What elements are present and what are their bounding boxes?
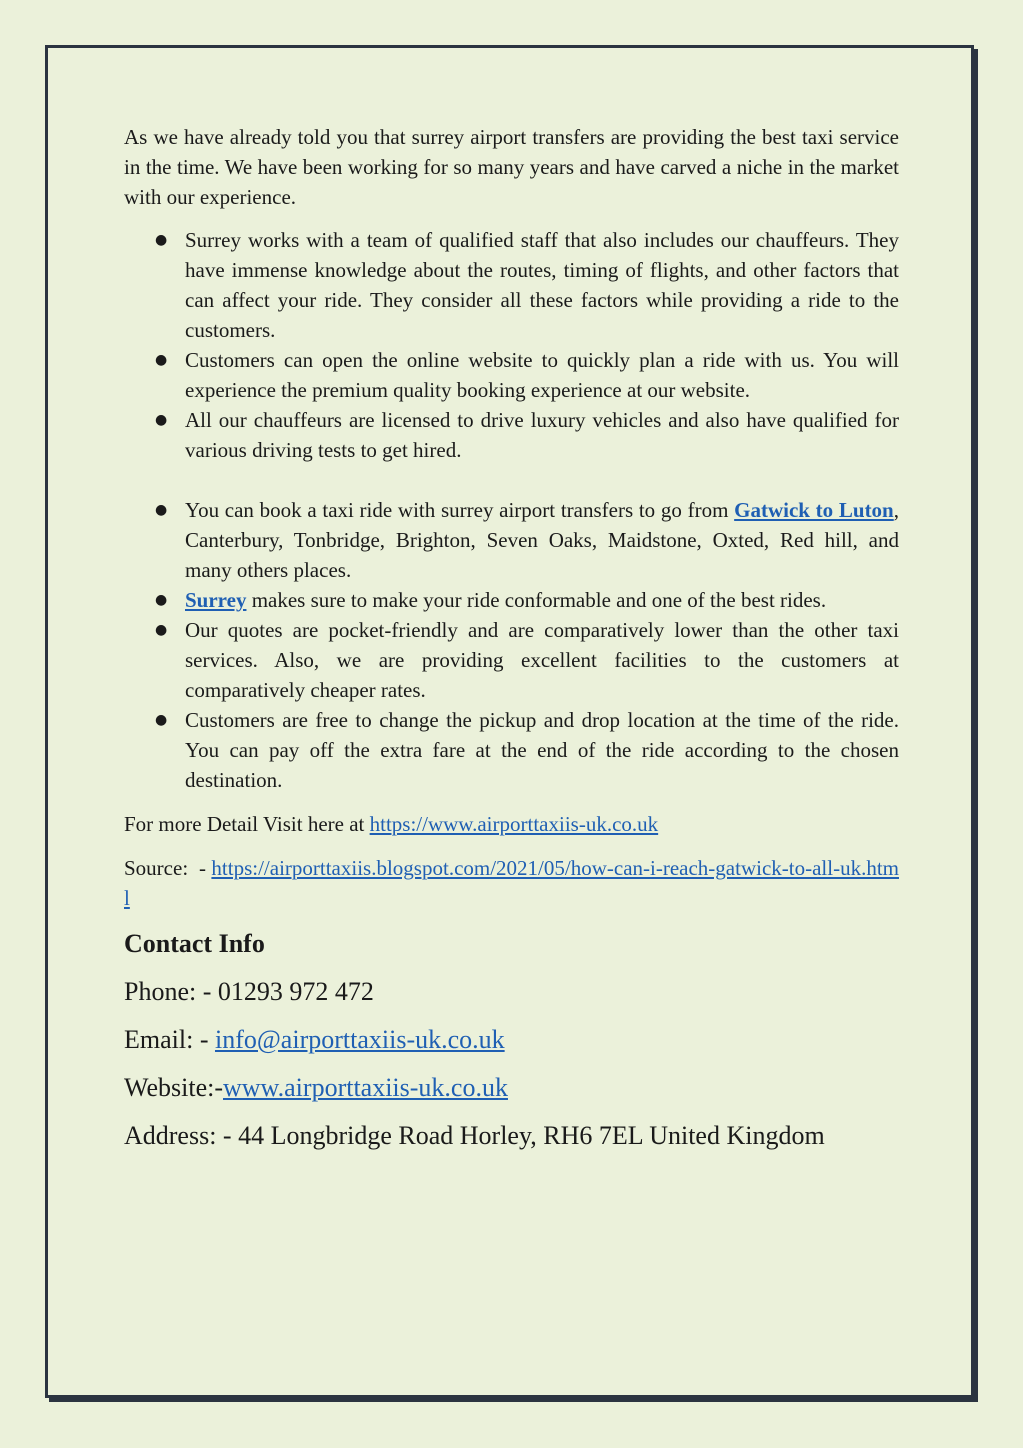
more-detail-label: For more Detail Visit here at	[124, 812, 370, 836]
surrey-link[interactable]: Surrey	[185, 588, 247, 612]
list-item-text: Customers can open the online website to quickly plan a ride with us. You will experience the premium quality booking experience at our website.	[185, 348, 899, 402]
bullet-icon: ●	[155, 712, 168, 728]
bullet-list-1	[124, 225, 899, 465]
email-label: Email: -	[124, 1025, 215, 1054]
document-body	[124, 122, 899, 1153]
source-line	[124, 853, 899, 913]
bullet-list-2	[124, 495, 899, 795]
source-url-link[interactable]: https://airporttaxiis.blogspot.com/2021/05/how-can-i-reach-gatwick-to-all-uk.html	[124, 856, 899, 910]
email-link[interactable]: info@airporttaxiis-uk.co.uk	[214, 1025, 505, 1054]
intro-paragraph: As we have already told you that surrey airport transfers are providing the best taxi service in the time. We have been working for so many years and have carved a niche in the market with our experience.	[124, 125, 899, 209]
address-line: Address: - 44 Longbridge Road Horley, RH6 7EL United Kingdom	[124, 1121, 825, 1150]
list-item	[124, 705, 899, 795]
list-item-text: All our chauffeurs are licensed to drive luxury vehicles and also have qualified for various driving tests to get hired.	[185, 408, 899, 462]
more-detail-line	[124, 809, 899, 839]
email-line	[124, 1023, 899, 1057]
website-url-link[interactable]: https://www.airporttaxiis-uk.co.uk	[369, 812, 659, 836]
bullet-icon: ●	[155, 352, 168, 368]
bullet-icon: ●	[155, 232, 168, 248]
list-item	[124, 495, 899, 585]
bullet-icon: ●	[155, 622, 168, 638]
list-item	[124, 585, 899, 615]
bullet-icon: ●	[155, 502, 168, 518]
list-item-text: makes sure to make your ride conformable and one of the best rides.	[246, 588, 827, 612]
bullet-icon: ●	[155, 412, 168, 428]
gatwick-to-luton-link[interactable]: Gatwick to Luton	[734, 498, 894, 522]
bullet-icon: ●	[155, 592, 168, 608]
list-item	[124, 405, 899, 465]
list-item-text: Customers are free to change the pickup and drop location at the time of the ride. You can pay off the extra fare at the end of the ride according to the chosen destination.	[185, 708, 899, 792]
list-item-text: Our quotes are pocket-friendly and are comparatively lower than the other taxi services. Also, we are providing excellent facilities to the customers at comparatively cheaper rates.	[185, 618, 899, 702]
list-item-text: You can book a taxi ride with surrey airport transfers to go from	[185, 498, 735, 522]
list-item	[124, 225, 899, 345]
list-item-text: , Canterbury, Tonbridge, Brighton, Seven Oaks, Maidstone, Oxted, Red hill, and many others places.	[185, 498, 899, 582]
contact-heading: Contact Info	[124, 929, 265, 958]
phone-line: Phone: - 01293 972 472	[124, 977, 374, 1006]
website-link[interactable]: www.airporttaxiis-uk.co.uk	[223, 1073, 508, 1102]
list-item	[124, 345, 899, 405]
website-line	[124, 1071, 899, 1105]
list-item	[124, 615, 899, 705]
source-label: Source: -	[124, 856, 212, 880]
list-item-text: Surrey works with a team of qualified staff that also includes our chauffeurs. They have immense knowledge about the routes, timing of flights, and other factors that can affect your ride. They consider all these factors while providing a ride to the customers.	[185, 228, 899, 342]
website-label: Website:-	[124, 1073, 223, 1102]
